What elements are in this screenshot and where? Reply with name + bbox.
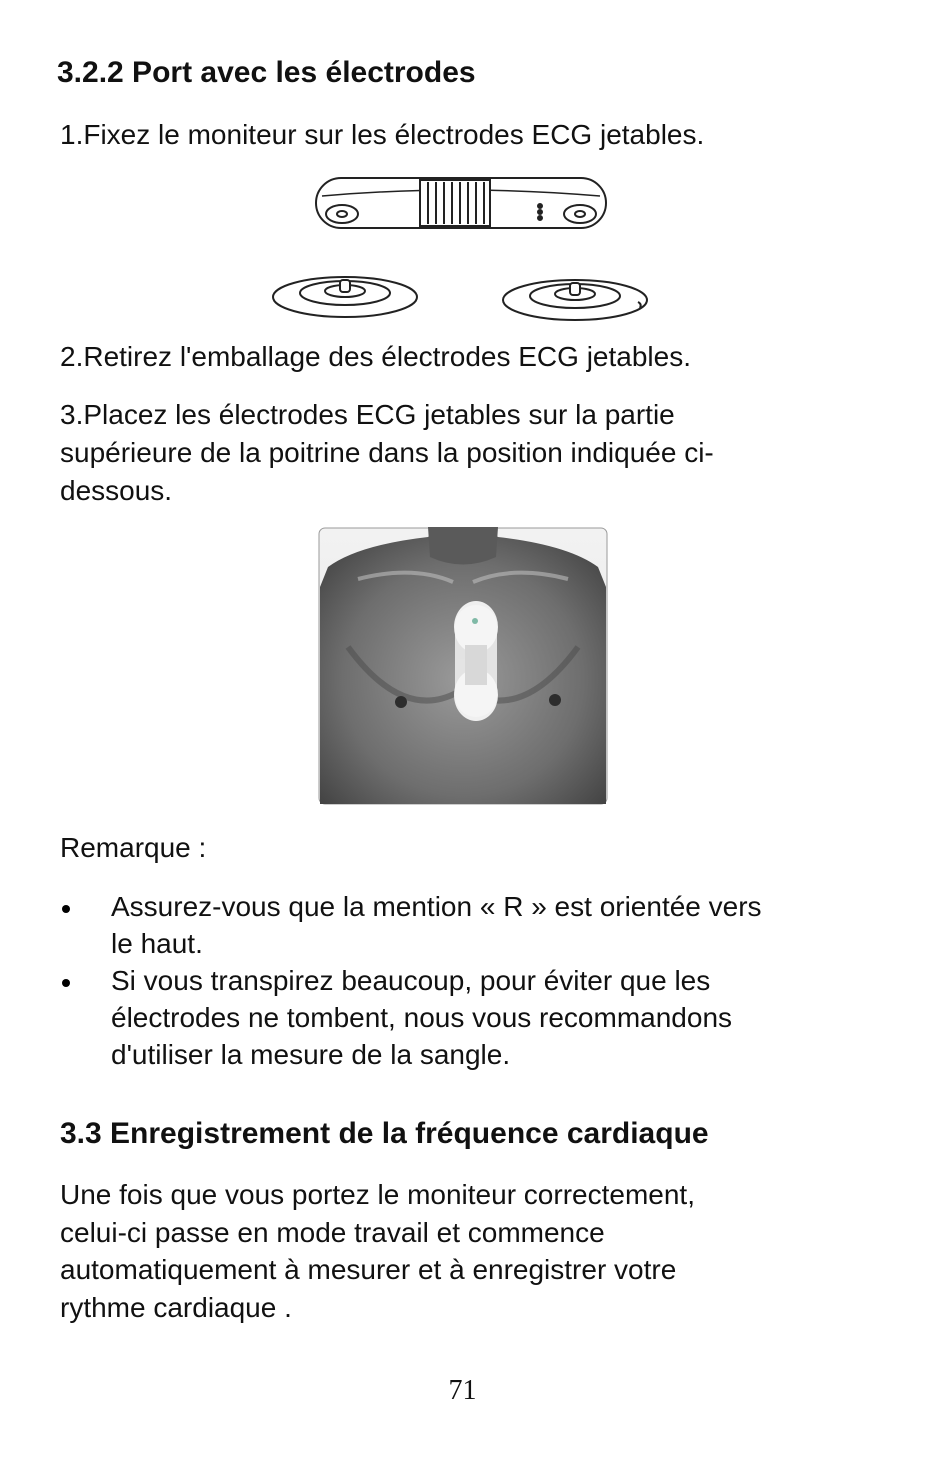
bullet-line: le haut. [111, 928, 203, 959]
para-line: automatiquement à mesurer et à enregistrer votre [60, 1254, 677, 1285]
bullet-line: d'utiliser la mesure de la sangle. [111, 1039, 511, 1070]
heading-33: 3.3 Enregistrement de la fréquence cardiaque [60, 1117, 709, 1150]
step-3-line: 3.Placez les électrodes ECG jetables sur la partie [60, 399, 675, 430]
note-label: Remarque : [60, 832, 207, 863]
bullet-item [111, 888, 762, 962]
step-2: 2.Retirez l'emballage des électrodes ECG jetables. [60, 341, 691, 372]
bullet-item [111, 962, 732, 1073]
bullet-line: électrodes ne tombent, nous vous recommandons [111, 1002, 733, 1033]
step-3-line: dessous. [60, 475, 173, 506]
para-line: celui-ci passe en mode travail et commence [60, 1217, 605, 1248]
chest-placement-photo [318, 527, 608, 805]
heading-322: 3.2.2 Port avec les électrodes [57, 56, 476, 89]
bullet-line: Si vous transpirez beaucoup, pour éviter que les [111, 965, 711, 996]
para-line: Une fois que vous portez le moniteur correctement, [60, 1179, 695, 1210]
bullet-dot [62, 979, 70, 987]
para-line: rythme cardiaque . [60, 1292, 292, 1323]
step-1: 1.Fixez le moniteur sur les électrodes ECG jetables. [60, 119, 705, 150]
bullet-line: Assurez-vous que la mention « R » est orientée vers [111, 891, 762, 922]
bullet-dot [62, 905, 70, 913]
step-3-line: supérieure de la poitrine dans la position indiquée ci- [60, 437, 714, 468]
monitor-electrodes-illustration [260, 170, 680, 330]
page-number: 71 [448, 1375, 477, 1406]
